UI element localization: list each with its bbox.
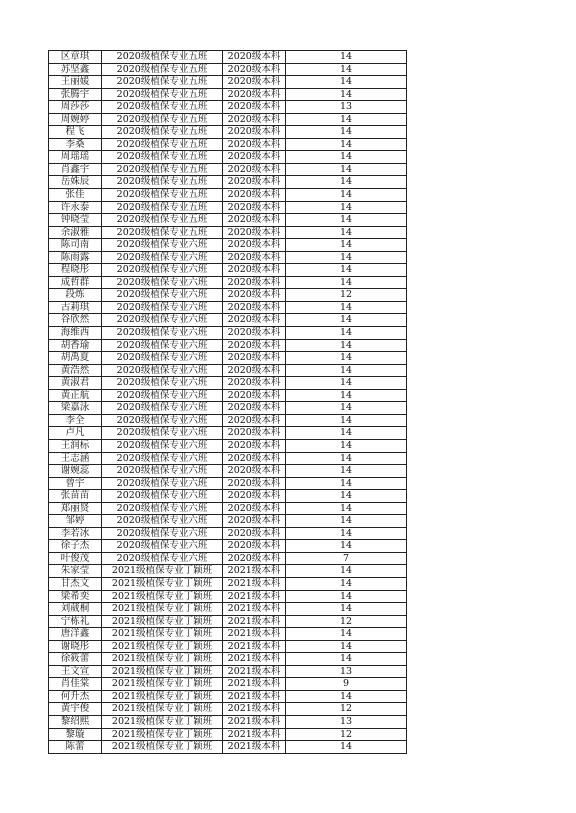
grade-level-cell: 2020级本科 (223, 540, 286, 553)
student-name-cell: 李全 (49, 414, 102, 427)
class-name-cell: 2020级植保专业六班 (102, 276, 223, 289)
student-name-cell: 梁嘉泳 (49, 402, 102, 415)
score-cell: 14 (286, 88, 407, 101)
class-name-cell: 2021级植保专业丁颖班 (102, 665, 223, 678)
class-name-cell: 2021级植保专业丁颖班 (102, 690, 223, 703)
table-row (49, 214, 407, 227)
class-name-cell: 2020级植保专业五班 (102, 51, 223, 64)
score-cell: 14 (286, 327, 407, 340)
student-name-cell: 陈蕾 (49, 741, 102, 754)
table-row (49, 176, 407, 189)
class-name-cell: 2020级植保专业六班 (102, 527, 223, 540)
student-name-cell: 卢凡 (49, 427, 102, 440)
student-name-cell: 黄浩然 (49, 364, 102, 377)
student-name-cell: 朱家莹 (49, 565, 102, 578)
grade-level-cell: 2020级本科 (223, 51, 286, 64)
grade-level-cell: 2021级本科 (223, 628, 286, 641)
table-row (49, 565, 407, 578)
grade-level-cell: 2020级本科 (223, 201, 286, 214)
student-name-cell: 许永泰 (49, 201, 102, 214)
student-name-cell: 余淑雅 (49, 226, 102, 239)
class-name-cell: 2020级植保专业五班 (102, 126, 223, 139)
class-name-cell: 2020级植保专业五班 (102, 226, 223, 239)
score-cell: 14 (286, 251, 407, 264)
table-row (49, 339, 407, 352)
student-name-cell: 区章琪 (49, 51, 102, 64)
class-name-cell: 2021级植保专业丁颖班 (102, 577, 223, 590)
grade-level-cell: 2020级本科 (223, 113, 286, 126)
grade-level-cell: 2020级本科 (223, 439, 286, 452)
student-name-cell: 陈司南 (49, 239, 102, 252)
class-name-cell: 2020级植保专业六班 (102, 301, 223, 314)
table-row (49, 126, 407, 139)
table-row (49, 226, 407, 239)
score-cell: 14 (286, 653, 407, 666)
class-name-cell: 2020级植保专业六班 (102, 477, 223, 490)
class-name-cell: 2021级植保专业丁颖班 (102, 628, 223, 641)
grade-level-cell: 2021级本科 (223, 741, 286, 754)
class-name-cell: 2020级植保专业六班 (102, 239, 223, 252)
score-cell: 14 (286, 189, 407, 202)
student-name-cell: 黎璇 (49, 728, 102, 741)
student-name-cell: 李若冰 (49, 527, 102, 540)
class-name-cell: 2020级植保专业五班 (102, 113, 223, 126)
class-name-cell: 2020级植保专业六班 (102, 327, 223, 340)
class-name-cell: 2021级植保专业丁颖班 (102, 565, 223, 578)
grade-level-cell: 2020级本科 (223, 339, 286, 352)
student-name-cell: 周瑶瑶 (49, 151, 102, 164)
score-cell: 14 (286, 276, 407, 289)
score-cell: 14 (286, 51, 407, 64)
student-name-cell: 段炼 (49, 289, 102, 302)
grade-level-cell: 2021级本科 (223, 678, 286, 691)
table-row (49, 327, 407, 340)
table-row (49, 201, 407, 214)
score-cell: 14 (286, 63, 407, 76)
grade-level-cell: 2020级本科 (223, 301, 286, 314)
grade-level-cell: 2020级本科 (223, 239, 286, 252)
table-row (49, 51, 407, 64)
class-name-cell: 2021级植保专业丁颖班 (102, 728, 223, 741)
table-row (49, 502, 407, 515)
score-cell: 14 (286, 490, 407, 503)
class-name-cell: 2020级植保专业六班 (102, 264, 223, 277)
student-name-cell: 周婉婷 (49, 113, 102, 126)
student-name-cell: 唐洋鑫 (49, 628, 102, 641)
grade-level-cell: 2021级本科 (223, 703, 286, 716)
grade-level-cell: 2020级本科 (223, 101, 286, 114)
grade-level-cell: 2021级本科 (223, 603, 286, 616)
table-row (49, 552, 407, 565)
class-name-cell: 2020级植保专业六班 (102, 377, 223, 390)
class-name-cell: 2020级植保专业五班 (102, 163, 223, 176)
score-cell: 14 (286, 741, 407, 754)
table-row (49, 728, 407, 741)
student-roster-table (48, 50, 407, 754)
student-name-cell: 甘杰文 (49, 577, 102, 590)
student-name-cell: 张腾宇 (49, 88, 102, 101)
table-row (49, 665, 407, 678)
table-row (49, 239, 407, 252)
grade-level-cell: 2020级本科 (223, 452, 286, 465)
score-cell: 14 (286, 590, 407, 603)
student-name-cell: 李桑 (49, 138, 102, 151)
table-row (49, 540, 407, 553)
score-cell: 14 (286, 138, 407, 151)
student-name-cell: 何升杰 (49, 690, 102, 703)
grade-level-cell: 2020级本科 (223, 63, 286, 76)
table-row (49, 452, 407, 465)
class-name-cell: 2020级植保专业六班 (102, 389, 223, 402)
student-name-cell: 邹婷 (49, 515, 102, 528)
score-cell: 13 (286, 101, 407, 114)
grade-level-cell: 2020级本科 (223, 289, 286, 302)
score-cell: 14 (286, 565, 407, 578)
score-cell: 14 (286, 439, 407, 452)
grade-level-cell: 2020级本科 (223, 214, 286, 227)
table-row (49, 490, 407, 503)
score-cell: 14 (286, 151, 407, 164)
table-row (49, 364, 407, 377)
student-name-cell: 王文宣 (49, 665, 102, 678)
grade-level-cell: 2020级本科 (223, 327, 286, 340)
class-name-cell: 2020级植保专业六班 (102, 552, 223, 565)
score-cell: 14 (286, 214, 407, 227)
grade-level-cell: 2020级本科 (223, 189, 286, 202)
grade-level-cell: 2020级本科 (223, 176, 286, 189)
score-cell: 14 (286, 76, 407, 89)
student-name-cell: 谢婉蕊 (49, 465, 102, 478)
student-name-cell: 曾宇 (49, 477, 102, 490)
student-name-cell: 郑丽贤 (49, 502, 102, 515)
student-name-cell: 海维西 (49, 327, 102, 340)
class-name-cell: 2020级植保专业六班 (102, 414, 223, 427)
class-name-cell: 2020级植保专业六班 (102, 289, 223, 302)
table-row (49, 251, 407, 264)
grade-level-cell: 2020级本科 (223, 88, 286, 101)
grade-level-cell: 2021级本科 (223, 715, 286, 728)
class-name-cell: 2020级植保专业五班 (102, 138, 223, 151)
table-row (49, 640, 407, 653)
score-cell: 14 (286, 452, 407, 465)
class-name-cell: 2020级植保专业五班 (102, 63, 223, 76)
table-row (49, 628, 407, 641)
score-cell: 14 (286, 502, 407, 515)
score-cell: 12 (286, 615, 407, 628)
table-row (49, 101, 407, 114)
score-cell: 14 (286, 389, 407, 402)
score-cell: 14 (286, 628, 407, 641)
table-row (49, 402, 407, 415)
table-row (49, 577, 407, 590)
grade-level-cell: 2020级本科 (223, 151, 286, 164)
score-cell: 14 (286, 465, 407, 478)
student-name-cell: 黄淑君 (49, 377, 102, 390)
class-name-cell: 2021级植保专业丁颖班 (102, 678, 223, 691)
score-cell: 14 (286, 377, 407, 390)
grade-level-cell: 2020级本科 (223, 352, 286, 365)
score-cell: 14 (286, 690, 407, 703)
table-row (49, 377, 407, 390)
student-name-cell: 张佳 (49, 189, 102, 202)
table-row (49, 389, 407, 402)
table-row (49, 715, 407, 728)
class-name-cell: 2020级植保专业五班 (102, 88, 223, 101)
class-name-cell: 2020级植保专业六班 (102, 402, 223, 415)
score-cell: 14 (286, 301, 407, 314)
grade-level-cell: 2020级本科 (223, 490, 286, 503)
class-name-cell: 2020级植保专业六班 (102, 502, 223, 515)
class-name-cell: 2020级植保专业六班 (102, 427, 223, 440)
table-row (49, 615, 407, 628)
student-name-cell: 钟晓莹 (49, 214, 102, 227)
score-cell: 14 (286, 352, 407, 365)
student-name-cell: 黄宇俊 (49, 703, 102, 716)
table-row (49, 314, 407, 327)
table-row (49, 477, 407, 490)
score-cell: 14 (286, 477, 407, 490)
class-name-cell: 2020级植保专业五班 (102, 151, 223, 164)
class-name-cell: 2020级植保专业五班 (102, 214, 223, 227)
grade-level-cell: 2021级本科 (223, 577, 286, 590)
score-cell: 14 (286, 540, 407, 553)
grade-level-cell: 2021级本科 (223, 665, 286, 678)
grade-level-cell: 2020级本科 (223, 126, 286, 139)
class-name-cell: 2021级植保专业丁颖班 (102, 603, 223, 616)
table-row (49, 439, 407, 452)
score-cell: 14 (286, 226, 407, 239)
student-name-cell: 陈雨露 (49, 251, 102, 264)
class-name-cell: 2021级植保专业丁颖班 (102, 615, 223, 628)
class-name-cell: 2020级植保专业六班 (102, 314, 223, 327)
class-name-cell: 2020级植保专业六班 (102, 540, 223, 553)
grade-level-cell: 2020级本科 (223, 477, 286, 490)
class-name-cell: 2020级植保专业六班 (102, 515, 223, 528)
roster-body (49, 51, 407, 754)
score-cell: 12 (286, 703, 407, 716)
score-cell: 14 (286, 640, 407, 653)
student-name-cell: 肖佳棠 (49, 678, 102, 691)
table-row (49, 515, 407, 528)
table-row (49, 76, 407, 89)
student-name-cell: 王润标 (49, 439, 102, 452)
student-name-cell: 黎绍熙 (49, 715, 102, 728)
grade-level-cell: 2020级本科 (223, 552, 286, 565)
table-row (49, 264, 407, 277)
grade-level-cell: 2021级本科 (223, 690, 286, 703)
grade-level-cell: 2020级本科 (223, 276, 286, 289)
table-row (49, 301, 407, 314)
student-name-cell: 程飞 (49, 126, 102, 139)
student-name-cell: 程晓彤 (49, 264, 102, 277)
student-name-cell: 肖鑫宇 (49, 163, 102, 176)
score-cell: 14 (286, 577, 407, 590)
grade-level-cell: 2020级本科 (223, 427, 286, 440)
table-row (49, 163, 407, 176)
student-name-cell: 胡禹夏 (49, 352, 102, 365)
class-name-cell: 2020级植保专业五班 (102, 189, 223, 202)
student-name-cell: 黄正航 (49, 389, 102, 402)
score-cell: 14 (286, 201, 407, 214)
student-name-cell: 王丽媛 (49, 76, 102, 89)
table-row (49, 88, 407, 101)
student-name-cell: 叶俊茂 (49, 552, 102, 565)
class-name-cell: 2020级植保专业六班 (102, 465, 223, 478)
table-row (49, 138, 407, 151)
table-row (49, 527, 407, 540)
grade-level-cell: 2021级本科 (223, 653, 286, 666)
student-name-cell: 周莎莎 (49, 101, 102, 114)
score-cell: 14 (286, 176, 407, 189)
table-row (49, 414, 407, 427)
grade-level-cell: 2021级本科 (223, 728, 286, 741)
class-name-cell: 2020级植保专业六班 (102, 339, 223, 352)
table-row (49, 465, 407, 478)
table-row (49, 741, 407, 754)
student-name-cell: 徐筱蕾 (49, 653, 102, 666)
class-name-cell: 2021级植保专业丁颖班 (102, 590, 223, 603)
grade-level-cell: 2021级本科 (223, 640, 286, 653)
score-cell: 14 (286, 515, 407, 528)
class-name-cell: 2021级植保专业丁颖班 (102, 703, 223, 716)
grade-level-cell: 2020级本科 (223, 527, 286, 540)
student-name-cell: 胡香瑜 (49, 339, 102, 352)
score-cell: 13 (286, 715, 407, 728)
table-row (49, 189, 407, 202)
student-name-cell: 梁希奕 (49, 590, 102, 603)
student-name-cell: 岳姝辰 (49, 176, 102, 189)
class-name-cell: 2020级植保专业六班 (102, 352, 223, 365)
grade-level-cell: 2020级本科 (223, 377, 286, 390)
class-name-cell: 2021级植保专业丁颖班 (102, 640, 223, 653)
student-name-cell: 苏坚鑫 (49, 63, 102, 76)
score-cell: 14 (286, 364, 407, 377)
grade-level-cell: 2020级本科 (223, 163, 286, 176)
table-row (49, 603, 407, 616)
grade-level-cell: 2020级本科 (223, 402, 286, 415)
table-row (49, 289, 407, 302)
grade-level-cell: 2020级本科 (223, 314, 286, 327)
class-name-cell: 2020级植保专业六班 (102, 452, 223, 465)
class-name-cell: 2020级植保专业六班 (102, 251, 223, 264)
grade-level-cell: 2020级本科 (223, 226, 286, 239)
score-cell: 14 (286, 264, 407, 277)
grade-level-cell: 2021级本科 (223, 590, 286, 603)
table-row (49, 703, 407, 716)
grade-level-cell: 2020级本科 (223, 138, 286, 151)
grade-level-cell: 2020级本科 (223, 389, 286, 402)
student-name-cell: 古莉琪 (49, 301, 102, 314)
score-cell: 14 (286, 314, 407, 327)
class-name-cell: 2020级植保专业六班 (102, 490, 223, 503)
student-name-cell: 谷欣然 (49, 314, 102, 327)
score-cell: 7 (286, 552, 407, 565)
grade-level-cell: 2021级本科 (223, 615, 286, 628)
score-cell: 14 (286, 603, 407, 616)
score-cell: 12 (286, 289, 407, 302)
score-cell: 14 (286, 427, 407, 440)
class-name-cell: 2021级植保专业丁颖班 (102, 715, 223, 728)
table-row (49, 427, 407, 440)
score-cell: 12 (286, 728, 407, 741)
student-name-cell: 宁栋礼 (49, 615, 102, 628)
grade-level-cell: 2020级本科 (223, 264, 286, 277)
grade-level-cell: 2020级本科 (223, 515, 286, 528)
grade-level-cell: 2020级本科 (223, 502, 286, 515)
student-name-cell: 张苗苗 (49, 490, 102, 503)
student-name-cell: 王志涵 (49, 452, 102, 465)
table-row (49, 678, 407, 691)
student-name-cell: 徐子杰 (49, 540, 102, 553)
class-name-cell: 2020级植保专业六班 (102, 364, 223, 377)
score-cell: 14 (286, 126, 407, 139)
grade-level-cell: 2020级本科 (223, 364, 286, 377)
score-cell: 13 (286, 665, 407, 678)
score-cell: 14 (286, 163, 407, 176)
score-cell: 14 (286, 113, 407, 126)
table-row (49, 653, 407, 666)
class-name-cell: 2020级植保专业五班 (102, 176, 223, 189)
class-name-cell: 2020级植保专业五班 (102, 201, 223, 214)
student-name-cell: 谢晓彤 (49, 640, 102, 653)
score-cell: 14 (286, 402, 407, 415)
grade-level-cell: 2021级本科 (223, 565, 286, 578)
score-cell: 9 (286, 678, 407, 691)
class-name-cell: 2020级植保专业六班 (102, 439, 223, 452)
student-name-cell: 刘葳桐 (49, 603, 102, 616)
class-name-cell: 2021级植保专业丁颖班 (102, 741, 223, 754)
table-row (49, 690, 407, 703)
table-row (49, 113, 407, 126)
table-row (49, 151, 407, 164)
class-name-cell: 2021级植保专业丁颖班 (102, 653, 223, 666)
table-row (49, 352, 407, 365)
class-name-cell: 2020级植保专业五班 (102, 76, 223, 89)
class-name-cell: 2020级植保专业五班 (102, 101, 223, 114)
grade-level-cell: 2020级本科 (223, 251, 286, 264)
table-row (49, 276, 407, 289)
grade-level-cell: 2020级本科 (223, 76, 286, 89)
grade-level-cell: 2020级本科 (223, 414, 286, 427)
table-row (49, 63, 407, 76)
score-cell: 14 (286, 339, 407, 352)
score-cell: 14 (286, 239, 407, 252)
table-row (49, 590, 407, 603)
student-name-cell: 成哲群 (49, 276, 102, 289)
score-cell: 14 (286, 414, 407, 427)
score-cell: 14 (286, 527, 407, 540)
grade-level-cell: 2020级本科 (223, 465, 286, 478)
